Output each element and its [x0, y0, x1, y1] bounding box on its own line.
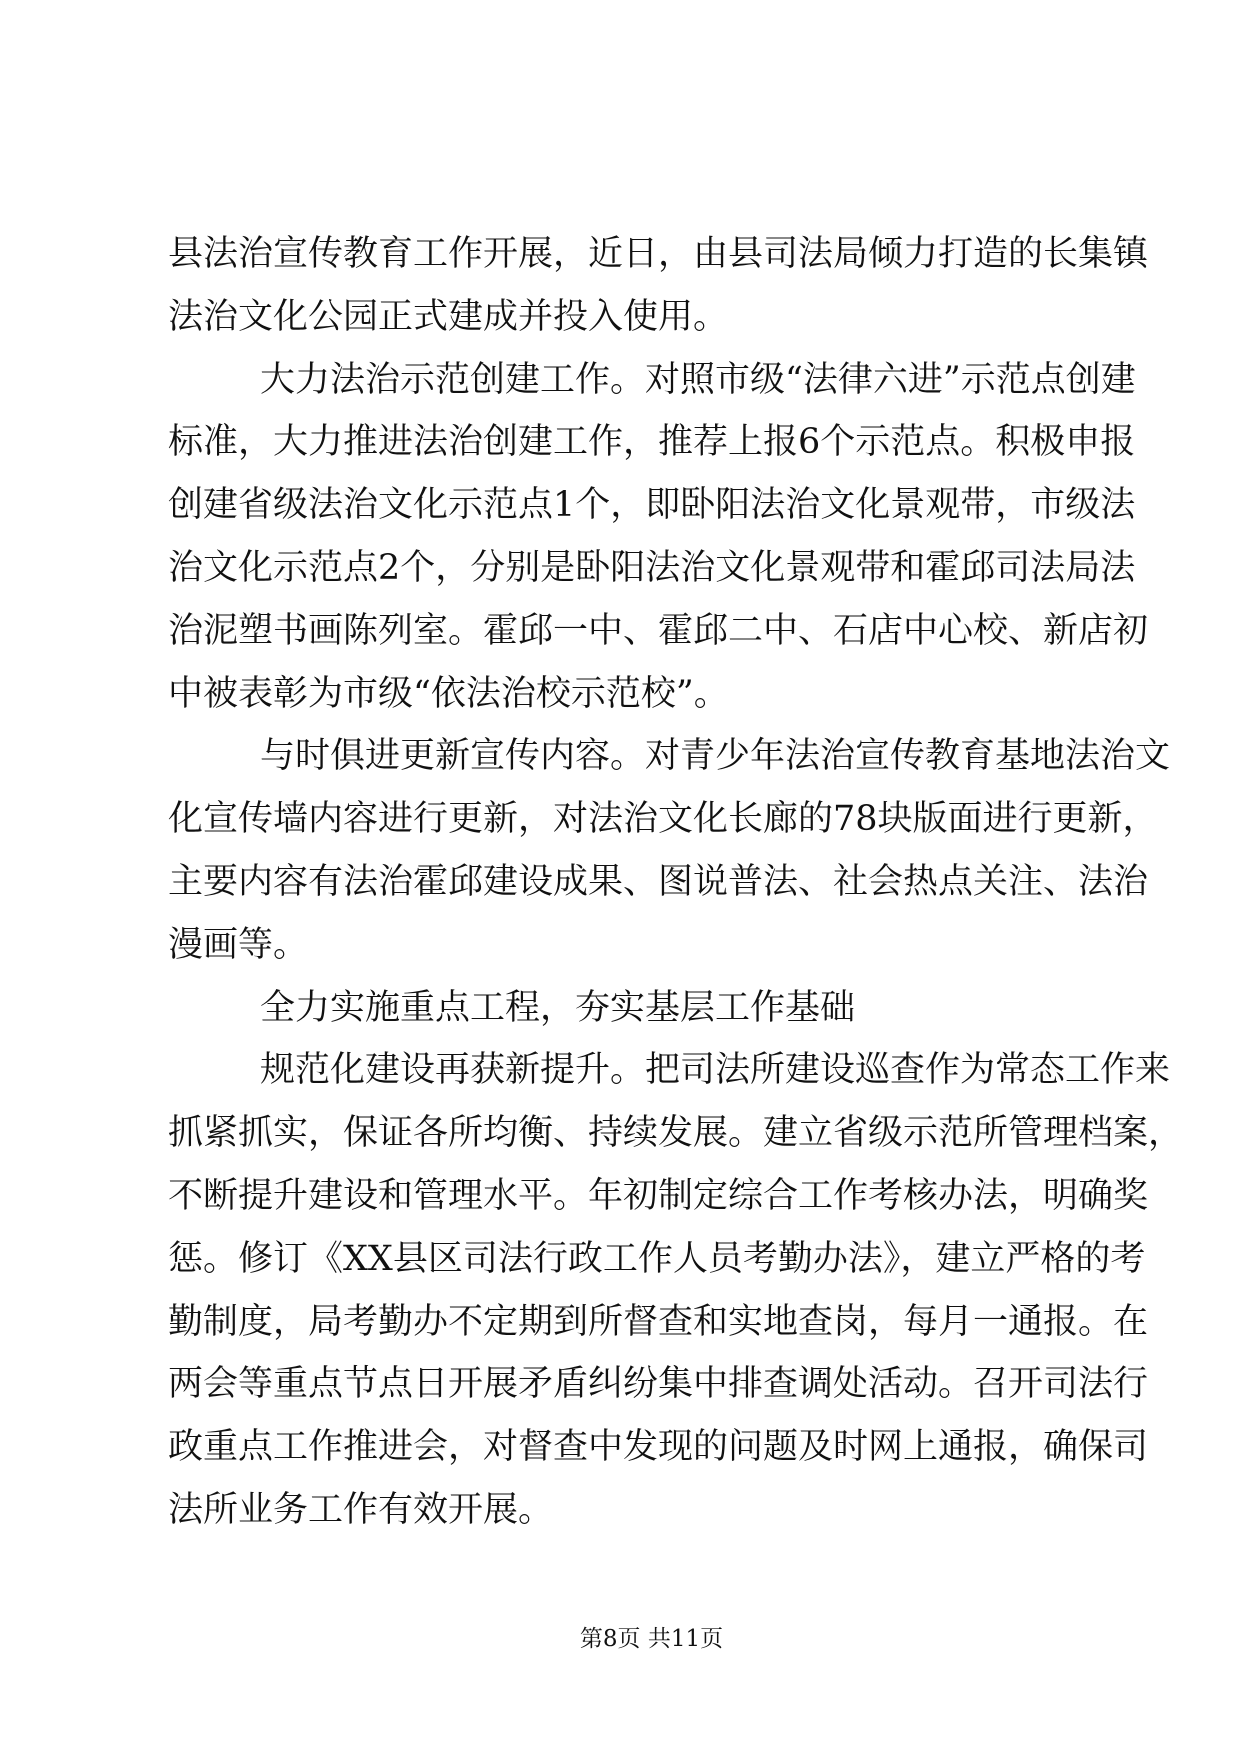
text-line: 全力实施重点工程，夯实基层工作基础: [260, 987, 856, 1028]
text-line: 中被表彰为市级“依法治校示范校”。: [168, 673, 729, 714]
text-line: 不断提升建设和管理水平。年初制定综合工作考核办法，明确奖: [168, 1175, 1149, 1216]
text-line: 大力法治示范创建工作。对照市级“法律六进”示范点创建: [260, 359, 1136, 400]
text-line: 惩。修订《XX县区司法行政工作人员考勤办法》，建立严格的考: [168, 1238, 1146, 1279]
text-line: 标准，大力推进法治创建工作，推荐上报6个示范点。积极申报: [168, 422, 1136, 463]
text-line: 治泥塑书画陈列室。霍邱一中、霍邱二中、石店中心校、新店初: [168, 610, 1149, 651]
text-line: 两会等重点节点日开展矛盾纠纷集中排查调处活动。召开司法行: [168, 1364, 1149, 1405]
text-line: 漫画等。: [168, 924, 309, 965]
text-line: 化宣传墙内容进行更新，对法治文化长廊的78块版面进行更新，: [168, 799, 1158, 840]
text-line: 抓紧抓实，保证各所均衡、持续发展。建立省级示范所管理档案，: [168, 1113, 1184, 1154]
text-line: 勤制度，局考勤办不定期到所督查和实地查岗，每月一通报。在: [168, 1301, 1149, 1342]
text-line: 县法治宣传教育工作开展，近日，由县司法局倾力打造的长集镇: [168, 234, 1149, 274]
text-line: 创建省级法治文化示范点1个，即卧阳法治文化景观带，市级法: [168, 485, 1136, 526]
text-line: 法所业务工作有效开展。: [168, 1489, 554, 1530]
page-number-footer: 第8页 共11页: [579, 1626, 724, 1652]
text-line: 治文化示范点2个，分别是卧阳法治文化景观带和霍邱司法局法: [168, 547, 1136, 588]
text-line: 法治文化公园正式建成并投入使用。: [168, 296, 729, 337]
document-body: [168, 223, 1184, 1542]
text-line: 政重点工作推进会，对督查中发现的问题及时网上通报，确保司: [168, 1427, 1149, 1468]
text-line: 与时俱进更新宣传内容。对青少年法治宣传教育基地法治文: [260, 736, 1171, 777]
text-line: 主要内容有法治霍邱建设成果、图说普法、社会热点关注、法治: [168, 861, 1149, 902]
text-line: 规范化建设再获新提升。把司法所建设巡查作为常态工作来: [260, 1050, 1171, 1091]
